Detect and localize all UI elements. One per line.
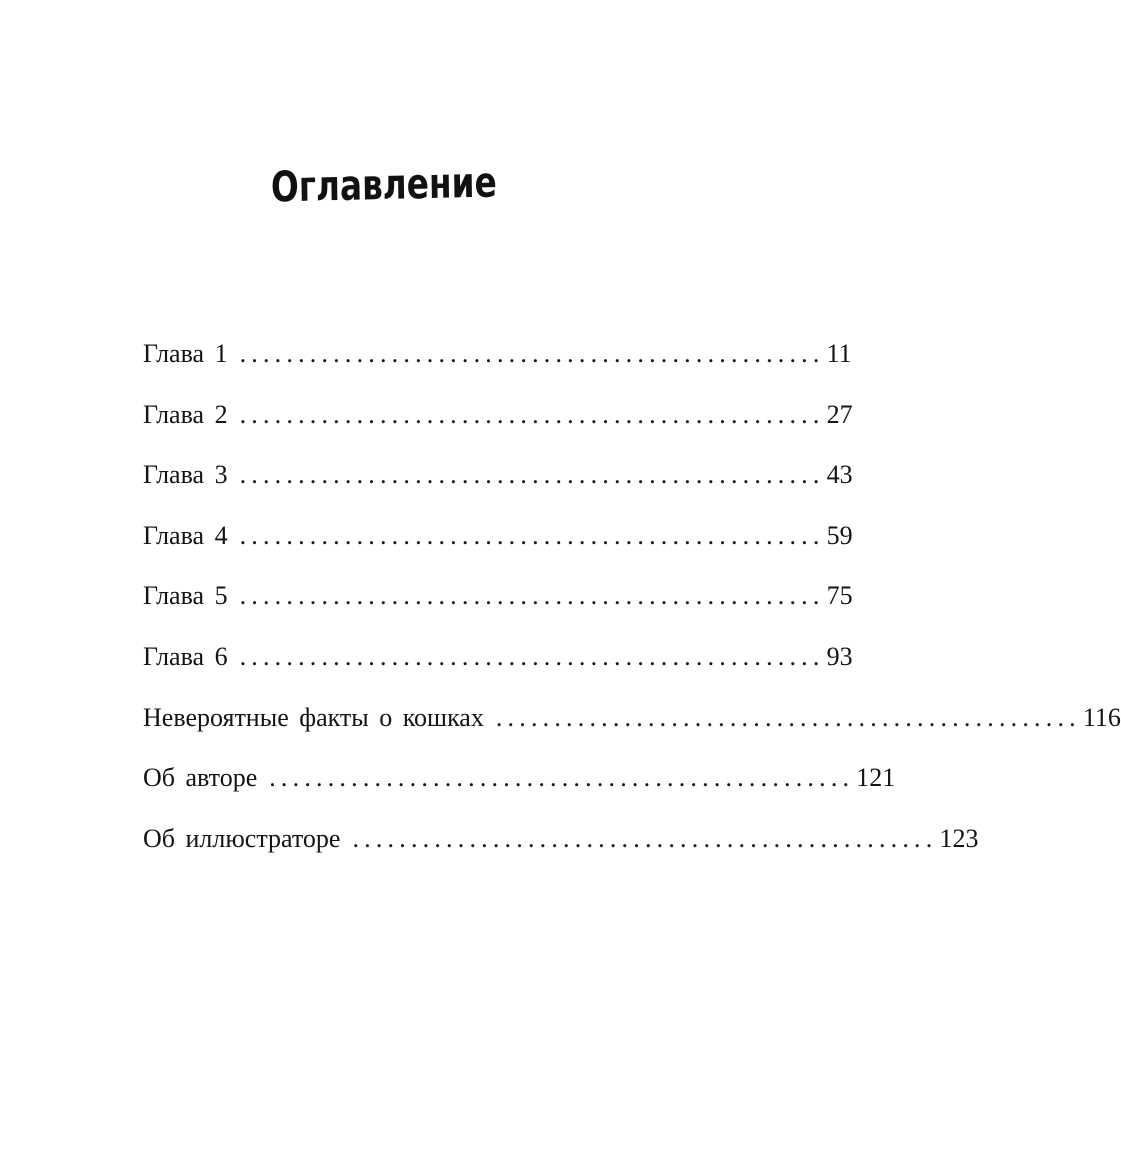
toc-entry-label: Глава 6: [143, 641, 228, 671]
toc-entry-label: Глава 1: [143, 339, 228, 368]
toc-entry: [143, 572, 853, 633]
toc-entry-label: Невероятные факты о кошках: [143, 702, 484, 732]
toc-entry-label: Глава 5: [143, 581, 228, 611]
toc-entry-page: 75: [826, 581, 853, 611]
toc-entry: [143, 815, 979, 876]
toc-entry-label: Об иллюстраторе: [143, 823, 341, 853]
dot-leader: ..................................................: [239, 339, 825, 368]
page-title: Оглавление: [270, 157, 498, 212]
toc-entry-label: Об авторе: [143, 763, 258, 793]
dot-leader: ..................................................: [239, 581, 825, 611]
toc-entry-label: Глава 3: [143, 460, 228, 490]
dot-leader: ..................................................: [239, 641, 825, 671]
toc-entry-page: 11: [826, 339, 852, 368]
toc-entry-page: 59: [826, 520, 853, 550]
toc-entry-page: 116: [1082, 702, 1121, 732]
toc-entry-page: 43: [826, 460, 853, 490]
table-of-contents: [143, 330, 1121, 875]
toc-entry: [143, 512, 853, 573]
toc-entry-page: 93: [826, 641, 853, 671]
dot-leader: ..................................................: [269, 763, 855, 793]
dot-leader: ..................................................: [239, 460, 825, 490]
dot-leader: ..................................................: [352, 823, 938, 853]
toc-entry: [143, 633, 853, 694]
toc-entry: [143, 754, 896, 815]
dot-leader: ..................................................: [495, 702, 1081, 732]
toc-entry-page: 121: [856, 763, 896, 793]
toc-entry: [143, 391, 853, 452]
dot-leader: ..................................................: [239, 520, 825, 550]
toc-entry-page: 123: [939, 823, 979, 853]
toc-entry-page: 27: [826, 399, 853, 429]
toc-entry-label: Глава 4: [143, 520, 228, 550]
toc-entry-label: Глава 2: [143, 399, 228, 429]
toc-entry: [143, 451, 853, 512]
dot-leader: ..................................................: [239, 399, 825, 429]
toc-entry: [143, 330, 852, 391]
toc-entry: [143, 694, 1121, 755]
